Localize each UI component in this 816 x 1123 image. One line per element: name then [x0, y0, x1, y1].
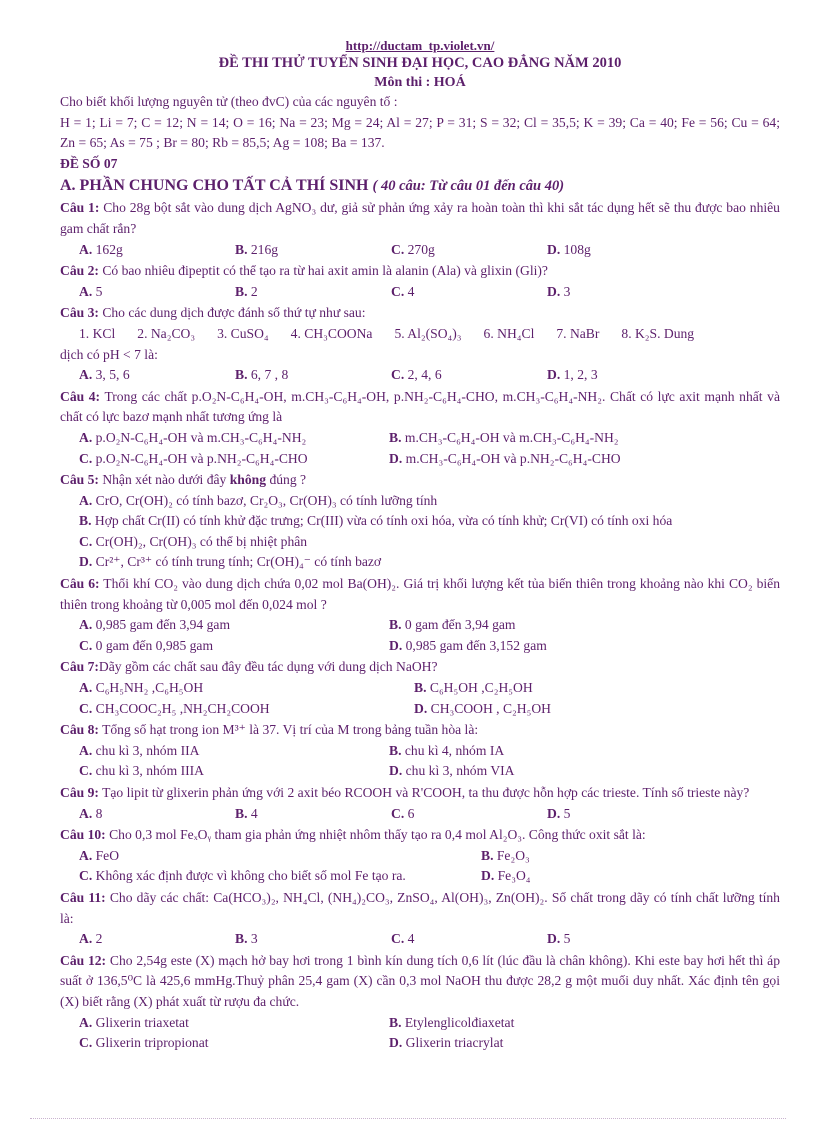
- option-d[interactable]: D. CH₃COOH , C₂H₅OH: [414, 700, 551, 716]
- question-3: Câu 3: Cho các dung dịch được đánh số thứ tự như sau:: [60, 305, 366, 321]
- options: [60, 866, 780, 887]
- option-a[interactable]: A. 3, 5, 6: [79, 367, 130, 383]
- option-b[interactable]: B. 6, 7 , 8: [235, 367, 289, 383]
- option-a[interactable]: A. 2: [79, 931, 103, 947]
- options: [60, 678, 780, 699]
- option-c[interactable]: C. Không xác định được vì không cho biết số mol Fe tạo ra.: [79, 868, 406, 884]
- section-a-title: A. PHẦN CHUNG CHO TẤT CẢ THÍ SINH: [60, 177, 369, 195]
- option-b[interactable]: B. Etylenglicolđiaxetat: [389, 1014, 515, 1030]
- option-c[interactable]: C. 0 gam đến 0,985 gam: [79, 637, 214, 653]
- option-a[interactable]: A. chu kì 3, nhóm IIA: [79, 742, 200, 758]
- option-c[interactable]: C. 4: [391, 283, 415, 299]
- source-url[interactable]: http://ductam_tp.violet.vn/: [345, 38, 495, 53]
- option-b[interactable]: B. 216g: [235, 241, 279, 257]
- option-b[interactable]: B. 4: [235, 805, 258, 821]
- options: [60, 1013, 780, 1034]
- option-c[interactable]: C. Cr(OH)₂, Cr(OH)₃ có thể bị nhiệt phân: [79, 533, 308, 549]
- option-a[interactable]: A. Glixerin triaxetat: [79, 1014, 189, 1030]
- options: [60, 699, 780, 720]
- option-b[interactable]: B. 3: [235, 931, 258, 947]
- option-b[interactable]: B. C₆H₅OH ,C₂H₅OH: [414, 680, 533, 696]
- option-d[interactable]: D. 3: [547, 283, 571, 299]
- options: [60, 929, 780, 950]
- option-d[interactable]: D. Glixerin triacrylat: [389, 1035, 504, 1051]
- option-b[interactable]: B. chu kì 4, nhóm IA: [389, 742, 505, 758]
- solution-item: 5. Al₂(SO₄)₃: [394, 325, 462, 341]
- option-d[interactable]: D. m.CH₃-C₆H₄-OH và p.NH₂-C₆H₄-CHO: [389, 450, 621, 466]
- question-10: Câu 10: Cho 0,3 mol FeₓOᵧ tham gia phản ứng nhiệt nhôm thấy tạo ra 0,4 mol Al₂O₃. Công thức oxit sắt là:: [60, 827, 646, 843]
- page-bottom-divider: [30, 1118, 786, 1119]
- option-b[interactable]: B. Fe₂O₃: [481, 847, 530, 863]
- exam-code: ĐỀ SỐ 07: [60, 155, 118, 171]
- option-b[interactable]: B. m.CH₃-C₆H₄-OH và m.CH₃-C₆H₄-NH₂: [389, 429, 619, 445]
- options: [60, 365, 780, 386]
- option-c[interactable]: C. chu kì 3, nhóm IIIA: [79, 763, 204, 779]
- exam-title: ĐỀ THI THỬ TUYỂN SINH ĐẠI HỌC, CAO ĐẲNG NĂM 2010: [218, 55, 622, 71]
- option-a[interactable]: A. FeO: [79, 847, 120, 863]
- intro-text: Cho biết khối lượng nguyên tử (theo đvC) của các nguyên tố :: [60, 94, 398, 109]
- option-d[interactable]: D. 5: [547, 931, 571, 947]
- option-c[interactable]: C. 6: [391, 805, 415, 821]
- option-d[interactable]: D. 5: [547, 805, 571, 821]
- option-c[interactable]: C. CH₃COOC₂H₅ ,NH₂CH₂COOH: [79, 700, 270, 716]
- options: [60, 449, 780, 470]
- options: [60, 240, 780, 261]
- option-c[interactable]: C. 2, 4, 6: [391, 367, 442, 383]
- solution-item: 4. CH₃COONa: [290, 325, 373, 341]
- section-a-heading: [60, 175, 780, 197]
- section-a-note: ( 40 câu: Từ câu 01 đến câu 40): [372, 178, 565, 195]
- question-12: Câu 12: Cho 2,54g este (X) mạch hở bay hơi trong 1 bình kín dung tích 0,6 lít (lúc đầu là chân không). Khi este bay hơi hết thì áp suất ở 136,5⁰C là 425,6 mmHg.Thuỷ phân 25,4 gam (X) cần 0,3 mol NaOH thu được 28,2 g một muối duy nhất. Xác định tên gọi (X) biết rằng (X) phát xuất từ rượu đa chức.: [60, 952, 780, 1009]
- solution-item: 2. Na₂CO₃: [137, 325, 196, 341]
- option-c[interactable]: C. p.O₂N-C₆H₄-OH và p.NH₂-C₆H₄-CHO: [79, 450, 308, 466]
- option-c[interactable]: C. 270g: [391, 241, 435, 257]
- question-9: Câu 9: Tạo lipit từ glixerin phản ứng với 2 axit béo RCOOH và R'COOH, ta thu được hỗn hợp các trieste. Tính số trieste này?: [60, 785, 750, 800]
- options: [60, 282, 780, 303]
- option-c[interactable]: C. Glixerin tripropionat: [79, 1035, 209, 1051]
- option-d[interactable]: D. 1, 2, 3: [547, 367, 598, 383]
- solution-item: 8. K₂S. Dung: [621, 325, 695, 341]
- options: [60, 636, 780, 657]
- question-1: [60, 198, 780, 239]
- solution-item: 7. NaBr: [556, 325, 600, 341]
- option-a[interactable]: A. C₆H₅NH₂ ,C₆H₅OH: [79, 680, 204, 696]
- question-6: Câu 6: Thổi khí CO₂ vào dung dịch chứa 0,02 mol Ba(OH)₂. Giá trị khối lượng kết tủa biến thiên trong khoảng nào khi CO₂ biến thiên trong khoảng từ 0,005 mol đến 0,024 mol ?: [60, 576, 780, 612]
- options: [60, 846, 780, 867]
- option-d[interactable]: D. Cr²⁺, Cr³⁺ có tính trung tính; Cr(OH)₄⁻ có tính bazơ: [79, 554, 382, 570]
- option-a[interactable]: A. p.O₂N-C₆H₄-OH và m.CH₃-C₆H₄-NH₂: [79, 429, 307, 445]
- option-a[interactable]: A. CrO, Cr(OH)₂ có tính bazơ, Cr₂O₃, Cr(OH)₃ có tính lưỡng tính: [79, 492, 438, 508]
- question-4: Câu 4: Trong các chất p.O₂N-C₆H₄-OH, m.CH₃-C₆H₄-OH, p.NH₂-C₆H₄-CHO, m.CH₃-C₆H₄-NH₂. Chất có lực axit mạnh nhất và chất có lực bazơ mạnh nhất tương ứng là: [60, 388, 780, 425]
- question-7: Câu 7:Dãy gồm các chất sau đây đều tác dụng với dung dịch NaOH?: [60, 659, 438, 675]
- question-2: Câu 2: Có bao nhiêu đipeptit có thể tạo ra từ hai axit amin là alanin (Ala) và glixin (Gli)?: [60, 263, 548, 279]
- solution-item: 1. KCl: [79, 325, 116, 341]
- question-11: Câu 11: Cho dãy các chất: Ca(HCO₃)₂, NH₄Cl, (NH₄)₂CO₃, ZnSO₄, Al(OH)₃, Zn(OH)₂. Số chất trong dãy có tính chất lưỡng tính là:: [60, 889, 780, 926]
- option-b[interactable]: B. 0 gam đến 3,94 gam: [389, 617, 516, 633]
- options: [60, 741, 780, 762]
- solution-item: 6. NH₄Cl: [483, 325, 535, 341]
- question-continuation: dịch có pH < 7 là:: [60, 346, 158, 362]
- atomic-masses: H = 1; Li = 7; C = 12; N = 14; O = 16; Na = 23; Mg = 24; Al = 27; P = 31; S = 32; Cl = 35,5; K = 39; Ca = 40; Fe = 56; Cu = 64; Zn = 65; As = 75 ; Br = 80; Rb = 85,5; Ag = 108; Ba = 137.: [60, 114, 780, 151]
- option-a[interactable]: A. 0,985 gam đến 3,94 gam: [79, 617, 231, 633]
- option-d[interactable]: D. 0,985 gam đến 3,152 gam: [389, 637, 547, 653]
- solution-list: [60, 324, 780, 345]
- option-a[interactable]: A. 8: [79, 805, 103, 821]
- options: [60, 804, 780, 825]
- question-8: Câu 8: Tổng số hạt trong ion M³⁺ là 37. Vị trí của M trong bảng tuần hòa là:: [60, 722, 479, 738]
- options: [60, 761, 780, 782]
- option-a[interactable]: A. 5: [79, 283, 103, 299]
- option-d[interactable]: D. Fe₃O₄: [481, 868, 531, 884]
- question-text: Cho 28g bột sắt vào dung dịch AgNO₃ dư, giả sử phản ứng xảy ra hoàn toàn thì khi sắt tác dụng hết sẽ thu được bao nhiêu gam chất rắn?: [60, 200, 780, 236]
- options: [60, 615, 780, 636]
- options: [60, 428, 780, 449]
- solution-item: 3. CuSO₄: [217, 325, 269, 341]
- exam-subject: Môn thi : HOÁ: [374, 75, 466, 90]
- question-5: Câu 5: Nhận xét nào dưới đây không đúng ?: [60, 472, 307, 488]
- option-d[interactable]: D. 108g: [547, 241, 591, 257]
- option-b[interactable]: B. Hợp chất Cr(II) có tính khử đặc trưng; Cr(III) vừa có tính oxi hóa, vừa có tính khử; Cr(VI) có tính oxi hóa: [79, 513, 673, 529]
- options: [60, 1033, 780, 1054]
- option-b[interactable]: B. 2: [235, 283, 258, 299]
- exam-page: [60, 38, 780, 1054]
- option-c[interactable]: C. 4: [391, 931, 415, 947]
- option-a[interactable]: A. 162g: [79, 241, 123, 257]
- question-label: Câu 1:: [60, 200, 100, 216]
- option-d[interactable]: D. chu kì 3, nhóm VIA: [389, 763, 515, 779]
